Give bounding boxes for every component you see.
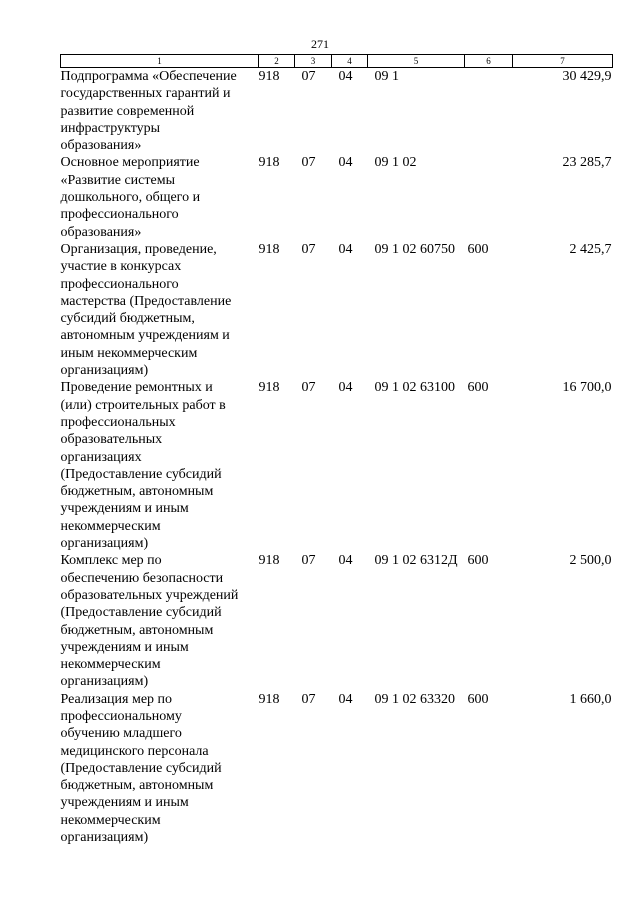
row-target-article-code: 09 1 02 63320: [374, 691, 455, 707]
row-name-line: дошкольного, общего и: [60, 190, 201, 206]
table-row: [61, 691, 613, 847]
row-name-line: образования»: [60, 138, 142, 154]
row-name-line: (или) строительных работ в: [60, 397, 226, 413]
row-name-line: организациям): [60, 830, 149, 846]
row-grbs-code: 918: [258, 69, 280, 84]
row-amount: 16 700,0: [562, 380, 612, 396]
row-name-line: Проведение ремонтных и: [60, 380, 213, 396]
row-section-code: 07: [301, 553, 316, 569]
page-number: 271: [311, 37, 329, 51]
row-name-line: государственных гарантий и: [60, 86, 231, 102]
row-subsection-code: 04: [338, 241, 353, 257]
row-section-code: 07: [301, 155, 316, 171]
row-amount: 30 429,9: [562, 69, 612, 84]
table-row: [61, 241, 613, 379]
row-name-line: (Предоставление субсидий: [60, 760, 222, 776]
row-name-line: Комплекс мер по: [60, 553, 162, 569]
row-name-line: Организация, проведение,: [60, 241, 217, 257]
row-name-line: обучению младшего: [60, 726, 182, 742]
row-grbs-code: 918: [258, 553, 280, 569]
row-expense-type-code: 600: [467, 241, 489, 257]
row-target-article-code: 09 1 02: [374, 155, 417, 171]
row-name-line: организациям): [60, 363, 149, 379]
row-name-line: участие в конкурсах: [60, 259, 182, 275]
row-name: [61, 68, 259, 155]
row-name-line: организациям): [60, 536, 149, 552]
row-name-line: автономным учреждениям и: [60, 328, 230, 344]
table-header: [61, 55, 613, 68]
row-target-article-code: 09 1 02 60750: [374, 241, 455, 257]
row-section-code: 07: [301, 380, 316, 396]
row-subsection-code: 04: [338, 553, 353, 569]
row-amount: 1 660,0: [569, 691, 612, 707]
row-name: [61, 241, 259, 379]
column-header-5: 5: [368, 55, 465, 68]
row-name: [61, 379, 259, 552]
row-name-line: профессионального: [60, 207, 179, 223]
row-name: [61, 691, 259, 847]
row-name: [61, 552, 259, 690]
column-header-6: 6: [465, 55, 513, 68]
row-name-line: Подпрограмма «Обеспечение: [60, 69, 237, 84]
row-name-line: образования»: [60, 224, 142, 240]
row-name-line: некоммерческим: [60, 518, 161, 534]
row-amount: 2 500,0: [569, 553, 612, 569]
row-expense-type-code: [465, 68, 513, 155]
row-name-line: субсидий бюджетным,: [60, 311, 195, 327]
row-name-line: организациям): [60, 674, 149, 690]
row-name-line: (Предоставление субсидий: [60, 466, 222, 482]
row-subsection-code: 04: [338, 380, 353, 396]
column-header-2: 2: [259, 55, 295, 68]
row-name-line: бюджетным, автономным: [60, 778, 214, 794]
table-body: [61, 68, 613, 847]
row-name-line: учреждениям и иным: [60, 795, 189, 811]
column-header-3: 3: [295, 55, 332, 68]
row-name-line: (Предоставление субсидий: [60, 605, 222, 621]
column-header-1: 1: [61, 55, 259, 68]
row-name-line: развитие современной: [60, 103, 195, 119]
column-header-7: 7: [513, 55, 613, 68]
row-subsection-code: 04: [338, 691, 353, 707]
budget-table: [60, 54, 613, 846]
row-section-code: 07: [301, 691, 316, 707]
row-name-line: «Развитие системы: [60, 172, 175, 188]
table-row: [61, 552, 613, 690]
row-name-line: организациях: [60, 449, 142, 465]
row-grbs-code: 918: [258, 380, 280, 396]
row-name-line: Основное мероприятие: [60, 155, 200, 171]
row-name-line: образовательных: [60, 432, 163, 448]
row-section-code: 07: [301, 69, 316, 84]
row-name-line: профессиональных: [60, 414, 176, 430]
row-grbs-code: 918: [258, 155, 280, 171]
row-section-code: 07: [301, 241, 316, 257]
row-name-line: иным некоммерческим: [60, 345, 198, 361]
column-header-4: 4: [332, 55, 368, 68]
row-name-line: Реализация мер по: [60, 691, 173, 707]
row-target-article-code: 09 1 02 63100: [374, 380, 455, 396]
row-name-line: бюджетным, автономным: [60, 622, 214, 638]
row-subsection-code: 04: [338, 155, 353, 171]
table-row: [61, 68, 613, 155]
row-name-line: профессионального: [60, 276, 179, 292]
row-name-line: профессиональному: [60, 708, 182, 724]
row-name-line: образовательных учреждений: [60, 587, 239, 603]
row-name: [61, 154, 259, 240]
row-grbs-code: 918: [258, 241, 280, 257]
row-name-line: бюджетным, автономным: [60, 484, 214, 500]
row-name-line: некоммерческим: [60, 812, 161, 828]
table-row: [61, 154, 613, 240]
row-name-line: медицинского персонала: [60, 743, 209, 759]
row-target-article-code: 09 1: [374, 69, 399, 84]
row-amount: 23 285,7: [562, 155, 612, 171]
row-name-line: мастерства (Предоставление: [60, 293, 232, 309]
row-expense-type-code: 600: [467, 691, 489, 707]
row-expense-type-code: 600: [467, 380, 489, 396]
row-name-line: учреждениям и иным: [60, 501, 189, 517]
row-subsection-code: 04: [338, 69, 353, 84]
row-name-line: обеспечению безопасности: [60, 570, 224, 586]
row-expense-type-code: [465, 154, 513, 240]
row-expense-type-code: 600: [467, 553, 489, 569]
row-amount: 2 425,7: [569, 241, 612, 257]
row-name-line: учреждениям и иным: [60, 639, 189, 655]
header-row: [61, 55, 613, 68]
row-grbs-code: 918: [258, 691, 280, 707]
row-name-line: инфраструктуры: [60, 120, 161, 136]
row-name-line: некоммерческим: [60, 657, 161, 673]
table-row: [61, 379, 613, 552]
row-target-article-code: 09 1 02 6312Д: [374, 553, 458, 569]
